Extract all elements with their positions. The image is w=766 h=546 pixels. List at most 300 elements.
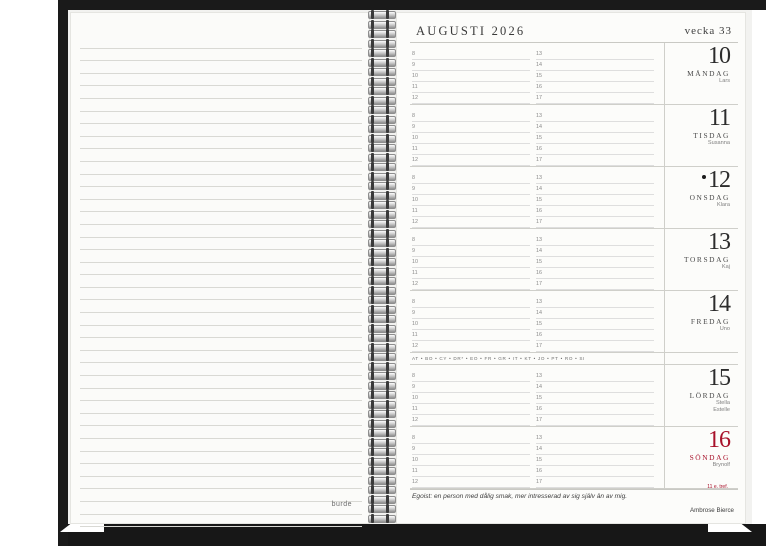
day-header <box>664 427 738 488</box>
weekday-name: SÖNDAG <box>689 453 730 462</box>
name-day: Uno <box>719 326 730 332</box>
spiral-ring <box>368 485 394 494</box>
hour-line <box>412 227 530 228</box>
hour-line <box>536 340 654 341</box>
hour-line <box>412 92 530 93</box>
day-rows-container <box>410 43 738 490</box>
spiral-ring <box>368 86 394 95</box>
hour-grid[interactable] <box>410 427 664 488</box>
cover-edge-left <box>58 0 68 546</box>
day-header <box>664 43 738 104</box>
spiral-ring <box>368 400 394 409</box>
hour-line <box>412 165 530 166</box>
hour-line <box>412 267 530 268</box>
spiral-ring <box>368 419 394 428</box>
hour-label: 12 <box>412 417 418 423</box>
day-number: 14 <box>708 291 730 317</box>
spiral-ring <box>368 257 394 266</box>
hour-column[interactable] <box>536 293 660 352</box>
hour-label: 16 <box>536 146 542 152</box>
hour-label: 17 <box>536 417 542 423</box>
ruled-line <box>80 389 362 402</box>
quote-author: Ambrose Bierce <box>689 507 734 514</box>
spiral-ring <box>368 191 394 200</box>
spiral-ring <box>368 67 394 76</box>
hour-line <box>536 476 654 477</box>
spiral-ring <box>368 172 394 181</box>
ruled-line <box>80 175 362 188</box>
spiral-ring <box>368 428 394 437</box>
hour-line <box>412 487 530 488</box>
hour-label: 13 <box>536 113 542 119</box>
spiral-ring <box>368 286 394 295</box>
hour-line <box>412 340 530 341</box>
spiral-ring <box>368 77 394 86</box>
hour-line <box>412 121 530 122</box>
hour-grid[interactable] <box>410 291 664 352</box>
ruled-line <box>80 489 362 502</box>
week-number: vecka 33 <box>684 25 732 37</box>
ruled-line <box>80 61 362 74</box>
ruled-line <box>80 515 362 528</box>
hour-label: 12 <box>412 343 418 349</box>
hour-line <box>536 414 654 415</box>
weekday-name: TORSDAG <box>684 255 730 264</box>
hour-label: 12 <box>412 95 418 101</box>
hour-grid[interactable] <box>410 43 664 104</box>
hour-label: 12 <box>412 281 418 287</box>
spiral-ring <box>368 314 394 323</box>
hour-label: 10 <box>412 197 418 203</box>
hour-line <box>412 307 530 308</box>
hour-label: 10 <box>412 259 418 265</box>
weekday-name: ONSDAG <box>689 193 730 202</box>
spiral-ring <box>368 352 394 361</box>
hour-line <box>536 59 654 60</box>
hour-label: 14 <box>536 62 542 68</box>
hour-grid[interactable] <box>410 229 664 290</box>
spiral-ring <box>368 200 394 209</box>
hour-label: 16 <box>536 406 542 412</box>
ruled-line <box>80 313 362 326</box>
day-number: 11 <box>708 105 730 131</box>
cover-left-margin <box>0 0 60 546</box>
ruled-line <box>80 238 362 251</box>
hour-label: 15 <box>536 395 542 401</box>
spiral-ring <box>368 96 394 105</box>
ruled-line <box>80 124 362 137</box>
ruled-line <box>80 338 362 351</box>
hour-label: 15 <box>536 197 542 203</box>
hour-label: 14 <box>536 310 542 316</box>
hour-label: 14 <box>536 384 542 390</box>
day-row[interactable] <box>410 105 738 167</box>
hour-line <box>412 81 530 82</box>
hour-label: 11 <box>412 468 418 474</box>
cover-edge-top <box>58 0 766 10</box>
ruled-line <box>80 112 362 125</box>
hour-line <box>536 307 654 308</box>
hour-line <box>412 245 530 246</box>
month-title: AUGUSTI 2026 <box>416 24 526 38</box>
ruled-line <box>80 351 362 364</box>
hour-label: 9 <box>412 310 415 316</box>
spiral-ring <box>368 124 394 133</box>
spiral-ring <box>368 58 394 67</box>
hour-label: 12 <box>412 157 418 163</box>
hour-line <box>412 454 530 455</box>
spiral-ring <box>368 29 394 38</box>
zodiac-row <box>410 353 738 365</box>
spiral-ring <box>368 181 394 190</box>
zodiac-spacer <box>664 353 738 364</box>
hour-label: 11 <box>412 406 418 412</box>
hour-line <box>536 465 654 466</box>
hour-line <box>536 381 654 382</box>
weekday-name: TISDAG <box>693 131 730 140</box>
hour-label: 10 <box>412 321 418 327</box>
spiral-ring <box>368 39 394 48</box>
hour-label: 9 <box>412 384 415 390</box>
ruled-line <box>80 414 362 427</box>
hour-label: 11 <box>412 84 418 90</box>
zodiac-text: AT • BO • CY • DR* • EO • FR • GR • IT • KT • JO • PT • RO • SI <box>412 356 586 361</box>
hour-label: 16 <box>536 208 542 214</box>
day-row[interactable] <box>410 427 738 489</box>
liturgical-note: 11 e. tref. <box>707 484 728 490</box>
quote-text: Egoist: en person med dålig smak, mer intresserad av sig själv än av mig. <box>412 493 628 500</box>
hour-label: 10 <box>412 395 418 401</box>
ruled-line <box>80 250 362 263</box>
day-row[interactable] <box>410 167 738 229</box>
spiral-ring <box>368 143 394 152</box>
ruled-line <box>80 74 362 87</box>
hour-line <box>536 121 654 122</box>
hour-line <box>536 143 654 144</box>
hour-line <box>412 216 530 217</box>
spiral-ring <box>368 305 394 314</box>
weekday-name: FREDAG <box>690 317 730 326</box>
hour-line <box>412 103 530 104</box>
hour-column[interactable] <box>536 367 660 426</box>
hour-line <box>536 256 654 257</box>
day-header <box>664 365 738 426</box>
hour-line <box>536 454 654 455</box>
hour-line <box>412 351 530 352</box>
hour-label: 17 <box>536 219 542 225</box>
hour-label: 14 <box>536 446 542 452</box>
day-number: 13 <box>708 229 730 255</box>
cover-right-margin <box>752 0 766 546</box>
ruled-line <box>80 187 362 200</box>
hour-label: 11 <box>412 332 418 338</box>
spiral-ring <box>368 466 394 475</box>
spiral-ring <box>368 476 394 485</box>
hour-label: 13 <box>536 175 542 181</box>
ruled-line <box>80 426 362 439</box>
day-number: 12 <box>708 167 730 193</box>
spiral-ring <box>368 381 394 390</box>
ruled-line <box>80 439 362 452</box>
hour-label: 16 <box>536 84 542 90</box>
day-header <box>664 167 738 228</box>
hour-line <box>536 216 654 217</box>
hour-label: 16 <box>536 270 542 276</box>
spiral-ring <box>368 495 394 504</box>
day-number: 16 <box>708 427 730 453</box>
hour-line <box>412 70 530 71</box>
right-diary-page <box>396 12 746 524</box>
hour-line <box>536 245 654 246</box>
hour-line <box>536 267 654 268</box>
ruled-line <box>80 36 362 49</box>
hour-line <box>536 81 654 82</box>
hour-label: 9 <box>412 446 415 452</box>
hour-column[interactable] <box>412 45 536 104</box>
spiral-ring <box>368 219 394 228</box>
hour-label: 15 <box>536 73 542 79</box>
hour-line <box>536 403 654 404</box>
hour-label: 8 <box>412 237 415 243</box>
hour-label: 15 <box>536 321 542 327</box>
spiral-ring <box>368 295 394 304</box>
spiral-ring <box>368 210 394 219</box>
spiral-ring <box>368 504 394 513</box>
hour-label: 17 <box>536 281 542 287</box>
hour-line <box>412 278 530 279</box>
spiral-ring <box>368 162 394 171</box>
hour-line <box>412 132 530 133</box>
hour-column[interactable] <box>412 169 536 228</box>
ruled-line <box>80 225 362 238</box>
hour-label: 15 <box>536 457 542 463</box>
name-day: Klara <box>716 202 730 208</box>
hour-label: 14 <box>536 248 542 254</box>
hour-line <box>412 143 530 144</box>
spiral-ring <box>368 371 394 380</box>
hour-label: 16 <box>536 468 542 474</box>
ruled-line <box>80 363 362 376</box>
hour-column[interactable] <box>412 231 536 290</box>
hour-line <box>536 392 654 393</box>
hour-label: 16 <box>536 332 542 338</box>
ruled-line <box>80 49 362 62</box>
hour-column[interactable] <box>412 429 536 488</box>
moon-phase-icon <box>702 175 706 179</box>
ruled-line <box>80 99 362 112</box>
spiral-ring <box>368 48 394 57</box>
spiral-ring <box>368 324 394 333</box>
hour-label: 8 <box>412 373 415 379</box>
spiral-ring <box>368 248 394 257</box>
spiral-ring <box>368 229 394 238</box>
hour-line <box>536 103 654 104</box>
spiral-ring <box>368 134 394 143</box>
hour-label: 12 <box>412 219 418 225</box>
spiral-ring <box>368 390 394 399</box>
spiral-ring <box>368 457 394 466</box>
ruled-line <box>80 137 362 150</box>
hour-line <box>536 165 654 166</box>
hour-line <box>536 205 654 206</box>
hour-label: 9 <box>412 248 415 254</box>
day-row[interactable] <box>410 43 738 105</box>
brand-label: burde <box>331 501 352 508</box>
hour-label: 10 <box>412 457 418 463</box>
ruled-line <box>80 275 362 288</box>
day-row[interactable] <box>410 291 738 353</box>
footer-divider <box>410 489 738 490</box>
hour-line <box>412 392 530 393</box>
hour-line <box>412 59 530 60</box>
hour-label: 10 <box>412 135 418 141</box>
day-header <box>664 291 738 352</box>
hour-line <box>536 183 654 184</box>
hour-grid[interactable] <box>410 167 664 228</box>
weekday-name: MÅNDAG <box>687 69 730 78</box>
hour-line <box>412 465 530 466</box>
ruled-line <box>80 149 362 162</box>
hour-label: 9 <box>412 186 415 192</box>
spiral-ring <box>368 105 394 114</box>
name-day: Brynolf <box>712 462 730 468</box>
ruled-line <box>80 464 362 477</box>
hour-label: 14 <box>536 186 542 192</box>
hour-line <box>536 487 654 488</box>
hour-label: 8 <box>412 51 415 57</box>
hour-label: 15 <box>536 259 542 265</box>
spiral-ring <box>368 20 394 29</box>
day-row[interactable] <box>410 229 738 291</box>
hour-line <box>536 329 654 330</box>
name-day: Lars <box>719 78 730 84</box>
hour-column[interactable] <box>412 107 536 166</box>
ruled-line <box>80 300 362 313</box>
name-day: Susanna <box>707 140 730 146</box>
spiral-ring <box>368 153 394 162</box>
hour-column[interactable] <box>536 169 660 228</box>
ruled-line <box>80 376 362 389</box>
hour-label: 17 <box>536 157 542 163</box>
hour-label: 9 <box>412 124 415 130</box>
hour-label: 13 <box>536 299 542 305</box>
ruled-line <box>80 477 362 490</box>
hour-column[interactable] <box>536 429 660 488</box>
hour-label: 13 <box>536 237 542 243</box>
spiral-ring <box>368 343 394 352</box>
spiral-binding <box>368 10 394 524</box>
hour-label: 15 <box>536 135 542 141</box>
hour-label: 12 <box>412 479 418 485</box>
hour-line <box>412 256 530 257</box>
ruled-line <box>80 86 362 99</box>
hour-line <box>412 476 530 477</box>
spiral-ring <box>368 333 394 342</box>
ruled-line <box>80 452 362 465</box>
hour-grid[interactable] <box>410 365 664 426</box>
spiral-ring <box>368 447 394 456</box>
hour-line <box>536 351 654 352</box>
hour-column[interactable] <box>412 293 536 352</box>
hour-label: 11 <box>412 208 418 214</box>
ruled-line <box>80 401 362 414</box>
spiral-ring <box>368 438 394 447</box>
hour-line <box>536 70 654 71</box>
spiral-ring <box>368 276 394 285</box>
hour-label: 10 <box>412 73 418 79</box>
ruled-line <box>80 502 362 515</box>
ruled-line <box>80 263 362 276</box>
name-day: Kaj <box>721 264 730 270</box>
hour-label: 8 <box>412 299 415 305</box>
hour-line <box>536 92 654 93</box>
hour-line <box>412 443 530 444</box>
hour-line <box>412 205 530 206</box>
weekday-name: LÖRDAG <box>689 391 730 400</box>
hour-line <box>536 154 654 155</box>
hour-column[interactable] <box>536 45 660 104</box>
hour-column[interactable] <box>412 367 536 426</box>
spiral-ring <box>368 362 394 371</box>
hour-line <box>536 278 654 279</box>
day-number: 15 <box>708 365 730 391</box>
hour-column[interactable] <box>536 231 660 290</box>
hour-line <box>412 318 530 319</box>
spiral-ring <box>368 514 394 523</box>
cover-edge-bottom <box>58 524 766 546</box>
hour-label: 13 <box>536 373 542 379</box>
hour-line <box>412 329 530 330</box>
ruled-line <box>80 200 362 213</box>
hour-line <box>412 381 530 382</box>
hour-label: 17 <box>536 479 542 485</box>
hour-line <box>536 227 654 228</box>
hour-column[interactable] <box>536 107 660 166</box>
hour-label: 9 <box>412 62 415 68</box>
hour-line <box>536 443 654 444</box>
hour-line <box>412 414 530 415</box>
hour-line <box>412 194 530 195</box>
day-row[interactable] <box>410 365 738 427</box>
hour-grid[interactable] <box>410 105 664 166</box>
hour-label: 8 <box>412 175 415 181</box>
hour-label: 13 <box>536 51 542 57</box>
ruled-line <box>80 326 362 339</box>
hour-line <box>412 154 530 155</box>
hour-label: 17 <box>536 343 542 349</box>
day-number: 10 <box>708 43 730 69</box>
hour-label: 13 <box>536 435 542 441</box>
hour-label: 8 <box>412 113 415 119</box>
spiral-ring <box>368 267 394 276</box>
hour-line <box>412 425 530 426</box>
spiral-ring <box>368 10 394 19</box>
hour-line <box>412 403 530 404</box>
ruled-lines <box>80 36 362 490</box>
left-ruled-page <box>70 12 370 524</box>
hour-line <box>536 289 654 290</box>
ruled-line <box>80 288 362 301</box>
hour-line <box>412 183 530 184</box>
ruled-line <box>80 212 362 225</box>
spiral-ring <box>368 409 394 418</box>
spiral-ring <box>368 238 394 247</box>
hour-line <box>412 289 530 290</box>
ruled-line <box>80 162 362 175</box>
day-header <box>664 105 738 166</box>
day-header <box>664 229 738 290</box>
hour-line <box>536 425 654 426</box>
